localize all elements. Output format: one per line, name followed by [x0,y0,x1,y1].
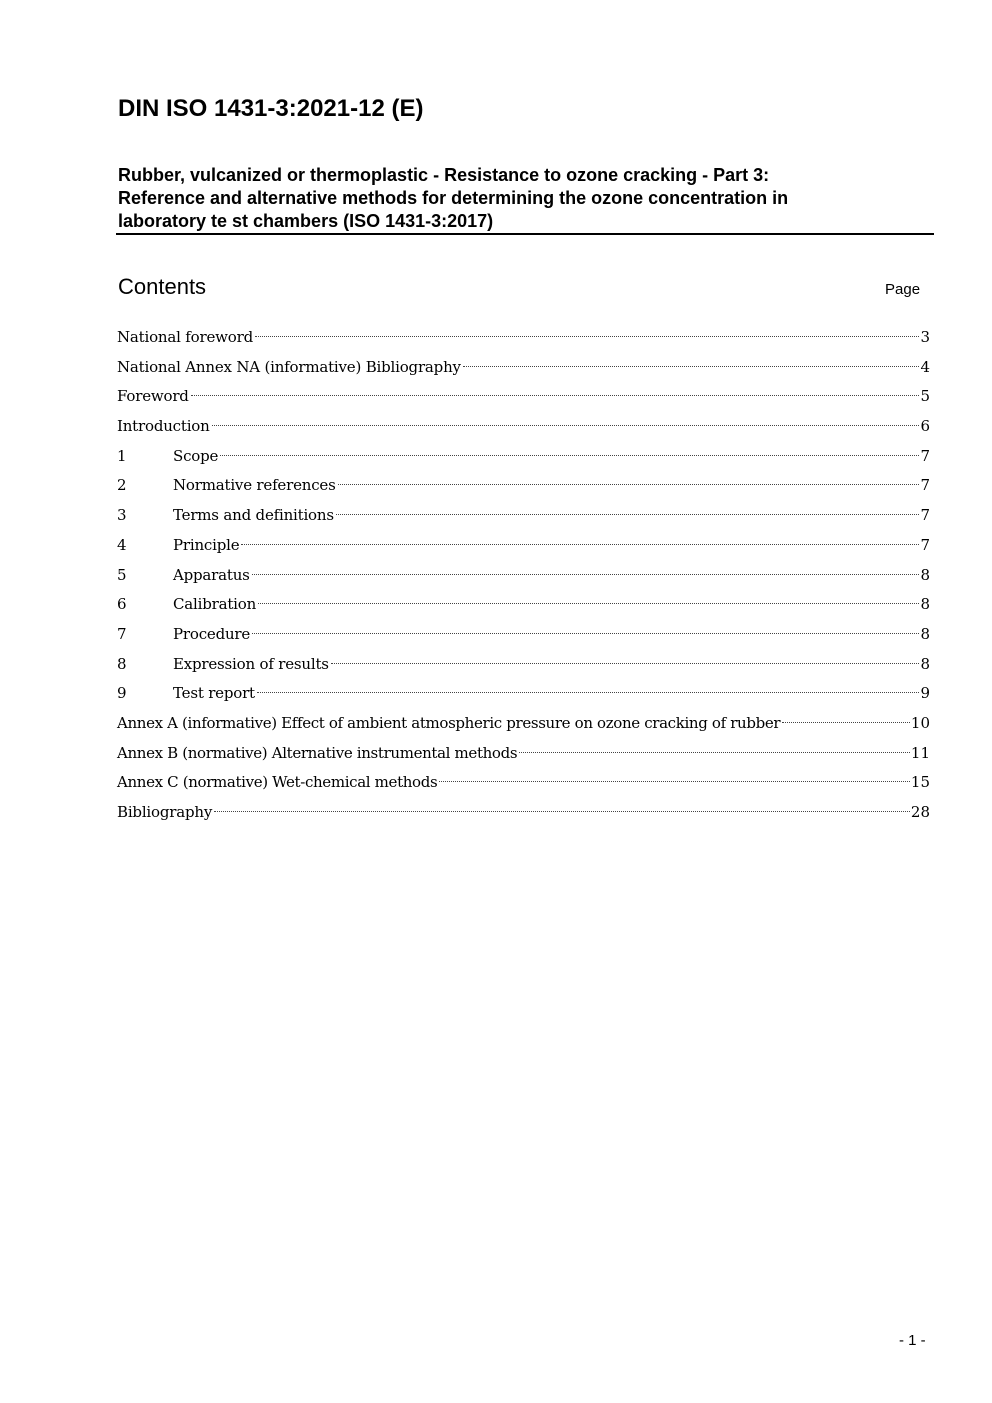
toc-entry[interactable] [117,652,930,682]
toc-entry-page: 15 [910,773,930,792]
toc-entry-number: 9 [117,684,127,703]
toc-entry-number: 6 [117,595,127,614]
toc-entry-page: 3 [920,328,930,346]
toc-dot-leader [220,455,919,456]
document-title [118,164,898,233]
toc-entry[interactable] [117,592,930,622]
toc-dot-leader [214,811,910,812]
toc-entry[interactable] [117,355,930,385]
toc-entry-page: 9 [920,684,930,703]
toc-entry-number: 5 [117,565,127,584]
toc-entry-page: 8 [920,654,930,673]
toc-entry-label: Bibliography [117,803,213,821]
document-title-line-2: Reference and alternative methods for determining the ozone concentration in [118,188,789,208]
toc-entry[interactable] [117,414,930,444]
toc-entry[interactable] [117,800,930,830]
toc-entry-page: 8 [920,624,930,643]
toc-entry-label: Scope [173,446,219,465]
toc-entry-label: Procedure [173,624,251,643]
document-title-line-3: laboratory te st chambers (ISO 1431-3:2017) [118,211,494,231]
toc-entry-page: 8 [920,595,930,614]
toc-entry-number: 1 [117,446,127,465]
toc-entry-number: 8 [117,654,127,673]
toc-entry-page: 6 [920,417,930,436]
toc-entry-label: Annex C (normative) Wet-chemical methods [117,773,438,792]
toc-dot-leader [519,752,910,753]
toc-entry-label: Expression of results [173,654,329,673]
toc-entry-label: Apparatus [173,565,250,584]
toc-dot-leader [258,603,919,604]
toc-entry-label: Foreword [117,387,189,406]
toc-entry-label: Annex A (informative) Effect of ambient atmospheric pressure on ozone cracking of rubber [117,713,781,732]
toc-entry[interactable] [117,770,930,800]
toc-entry[interactable] [117,325,930,355]
toc-entry-page: 5 [920,387,930,406]
title-divider [116,233,934,235]
toc-dot-leader [255,336,919,337]
toc-dot-leader [191,395,920,396]
toc-dot-leader [782,722,910,723]
toc-entry-number: 7 [117,624,127,643]
toc-entry-label: Normative references [173,476,336,495]
toc-entry-number: 4 [117,535,127,554]
toc-entry-label: Principle [173,535,240,554]
toc-entry-page: 7 [920,535,930,554]
toc-dot-leader [212,425,920,426]
table-of-contents [117,325,930,830]
toc-entry[interactable] [117,533,930,563]
toc-entry-page: 7 [920,476,930,495]
toc-entry-number: 2 [117,476,127,495]
toc-entry[interactable] [117,563,930,593]
toc-dot-leader [338,484,920,485]
toc-entry-page: 10 [910,713,930,732]
toc-entry-label: National foreword [117,328,253,346]
toc-entry-label: Calibration [173,595,257,614]
toc-entry-number: 3 [117,506,127,525]
toc-entry-page: 8 [920,565,930,584]
toc-entry-label: Test report [173,684,255,703]
toc-dot-leader [331,663,920,664]
toc-dot-leader [241,544,919,545]
toc-entry[interactable] [117,711,930,741]
page-number: - 1 - [899,1332,926,1349]
toc-dot-leader [257,692,920,693]
toc-dot-leader [252,574,920,575]
toc-entry[interactable] [117,384,930,414]
document-id: DIN ISO 1431-3:2021-12 (E) [118,95,424,122]
toc-entry-page: 4 [920,357,930,376]
toc-dot-leader [439,781,910,782]
document-title-line-1: Rubber, vulcanized or thermoplastic - Resistance to ozone cracking - Part 3: [118,165,770,185]
toc-entry-page: 7 [920,506,930,525]
toc-dot-leader [463,366,920,367]
toc-dot-leader [336,514,920,515]
toc-entry[interactable] [117,503,930,533]
toc-entry-page: 11 [910,743,930,762]
contents-heading: Contents [118,274,207,299]
toc-entry[interactable] [117,444,930,474]
toc-entry[interactable] [117,622,930,652]
toc-entry-page: 28 [910,803,930,821]
toc-entry[interactable] [117,473,930,503]
toc-entry[interactable] [117,681,930,711]
toc-entry-label: Annex B (normative) Alternative instrumental methods [117,743,518,762]
toc-dot-leader [252,633,919,634]
toc-entry-page: 7 [920,446,930,465]
toc-entry[interactable] [117,741,930,771]
toc-entry-label: Terms and definitions [173,506,334,525]
toc-entry-label: Introduction [117,417,210,436]
toc-entry-label: National Annex NA (informative) Bibliography [117,357,461,376]
page-column-label: Page [885,281,921,298]
